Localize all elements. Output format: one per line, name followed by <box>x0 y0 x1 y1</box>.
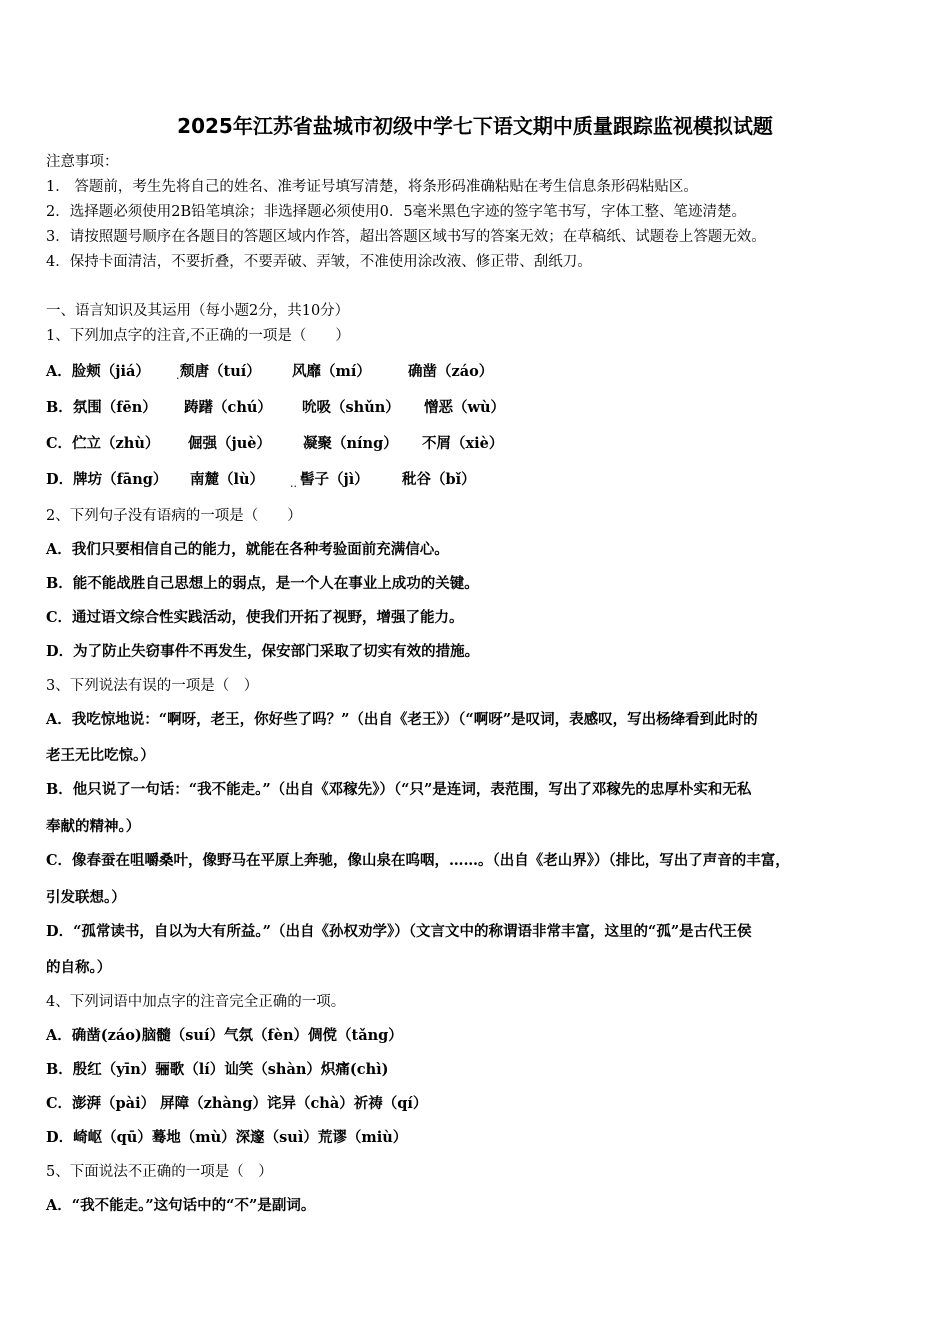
q3-option-c-line2: 引发联想。） <box>46 889 126 906</box>
q1-option-a-2: 颓唐（tuí） <box>180 363 261 380</box>
q2-option-a: A．我们只要相信自己的能力，就能在各种考验面前充满信心。 <box>46 541 449 558</box>
question-4-stem: 4、下列词语中加点字的注音完全正确的一项。 <box>46 994 346 1010</box>
q1-option-b-4: 憎恶（wù） <box>424 399 506 416</box>
q3-option-d-line2: 的自称。） <box>46 959 112 976</box>
q3-option-b-line1: B．他只说了一句话：“我不能走。”（出自《邓稼先》）（“只”是连词，表范围，写出了邓稼先的忠厚朴实和无私 <box>46 781 752 798</box>
q1-option-d-2: 南麓（lù） <box>190 471 265 488</box>
q1-option-b-3: 吮吸（shǔn） <box>302 399 400 416</box>
q2-option-c: C．通过语文综合性实践活动，使我们开拓了视野，增强了能力。 <box>46 609 464 626</box>
q1-option-c-3: 凝聚（níng） <box>303 435 398 452</box>
q3-option-a-line1: A．我吃惊地说：“啊呀，老王，你好些了吗？”（出自《老王》）（“啊呀”是叹词，表感叹，写出杨绛看到此时的 <box>46 711 758 728</box>
notice-heading: 注意事项： <box>46 154 119 170</box>
q4-option-d: D．崎岖（qū）蓦地（mù）深邃（suì）荒谬（miù） <box>46 1129 408 1146</box>
question-2-stem: 2、下列句子没有语病的一项是（ ） <box>46 508 302 524</box>
notice-item-4: 4．保持卡面清洁，不要折叠，不要弄破、弄皱，不准使用涂改液、修正带、刮纸刀。 <box>46 254 592 270</box>
q3-option-a-line2: 老王无比吃惊。） <box>46 747 155 764</box>
question-5-stem: 5、下面说法不正确的一项是（ ） <box>46 1164 273 1180</box>
q1-option-a-3: 风靡（mí） <box>292 363 371 380</box>
q1-option-d-1: D．牌坊（fāng） <box>46 471 168 488</box>
q1-option-c-4: 不屑（xiè） <box>422 435 504 452</box>
q1-option-b-2: 踌躇（chú） <box>184 399 272 416</box>
q5-option-a: A．“我不能走。”这句话中的“不”是副词。 <box>46 1197 316 1214</box>
q1-option-d-4: 秕谷（bǐ） <box>402 471 476 488</box>
notice-item-1: 1． 答题前，考生先将自己的姓名、准考证号填写清楚，将条形码准确粘贴在考生信息条形码粘贴区。 <box>46 179 698 195</box>
q1-option-a-4: 确凿（záo） <box>408 363 494 380</box>
q1-option-a-1: A．脸颊（jiá） <box>46 363 150 380</box>
q1-option-c-2: 倔强（juè） <box>188 435 272 452</box>
q1-option-b-1: B．氛围（fēn） <box>46 399 157 416</box>
notice-item-2: 2．选择题必须使用2B铅笔填涂；非选择题必须使用0．5毫米黑色字迹的签字笔书写，字体工整、笔迹清楚。 <box>46 204 747 220</box>
q4-option-c: C．澎湃（pài） 屏障（zhàng）诧异（chà）祈祷（qí） <box>46 1095 428 1112</box>
page-title: 2025年江苏省盐城市初级中学七下语文期中质量跟踪监视模拟试题 <box>177 114 773 138</box>
q4-option-a: A．确凿(záo)脑髓（suí）气氛（fèn）倜傥（tǎng） <box>46 1027 403 1044</box>
q1-option-d-3: 髻子（jì） <box>300 471 369 488</box>
emphasis-dot: ·· <box>290 480 297 493</box>
q2-option-b: B．能不能战胜自己思想上的弱点，是一个人在事业上成功的关键。 <box>46 575 479 592</box>
question-3-stem: 3、下列说法有误的一项是（ ） <box>46 678 259 694</box>
emphasis-dot: · <box>176 372 180 385</box>
q3-option-d-line1: D．“孤常读书，自以为大有所益。”（出自《孙权劝学》）（文言文中的称谓语非常丰富，这里的“孤”是古代王侯 <box>46 923 752 940</box>
notice-item-3: 3．请按照题号顺序在各题目的答题区域内作答，超出答题区域书写的答案无效；在草稿纸、试题卷上答题无效。 <box>46 229 766 245</box>
q4-option-b: B．殷红（yīn）骊歌（lí）讪笑（shàn）炽痛(chì) <box>46 1061 389 1078</box>
q3-option-b-line2: 奉献的精神。） <box>46 818 141 835</box>
section-heading: 一、语言知识及其运用（每小题2分，共10分） <box>46 303 350 319</box>
q1-option-c-1: C．伫立（zhù） <box>46 435 160 452</box>
q3-option-c-line1: C．像春蚕在咀嚼桑叶，像野马在平原上奔驰，像山泉在呜咽，……。（出自《老山界》）（排比，写出了声音的丰富， <box>46 852 790 869</box>
q2-option-d: D．为了防止失窃事件不再发生，保安部门采取了切实有效的措施。 <box>46 643 480 660</box>
question-1-stem: 1、下列加点字的注音,不正确的一项是（ ） <box>46 328 350 344</box>
